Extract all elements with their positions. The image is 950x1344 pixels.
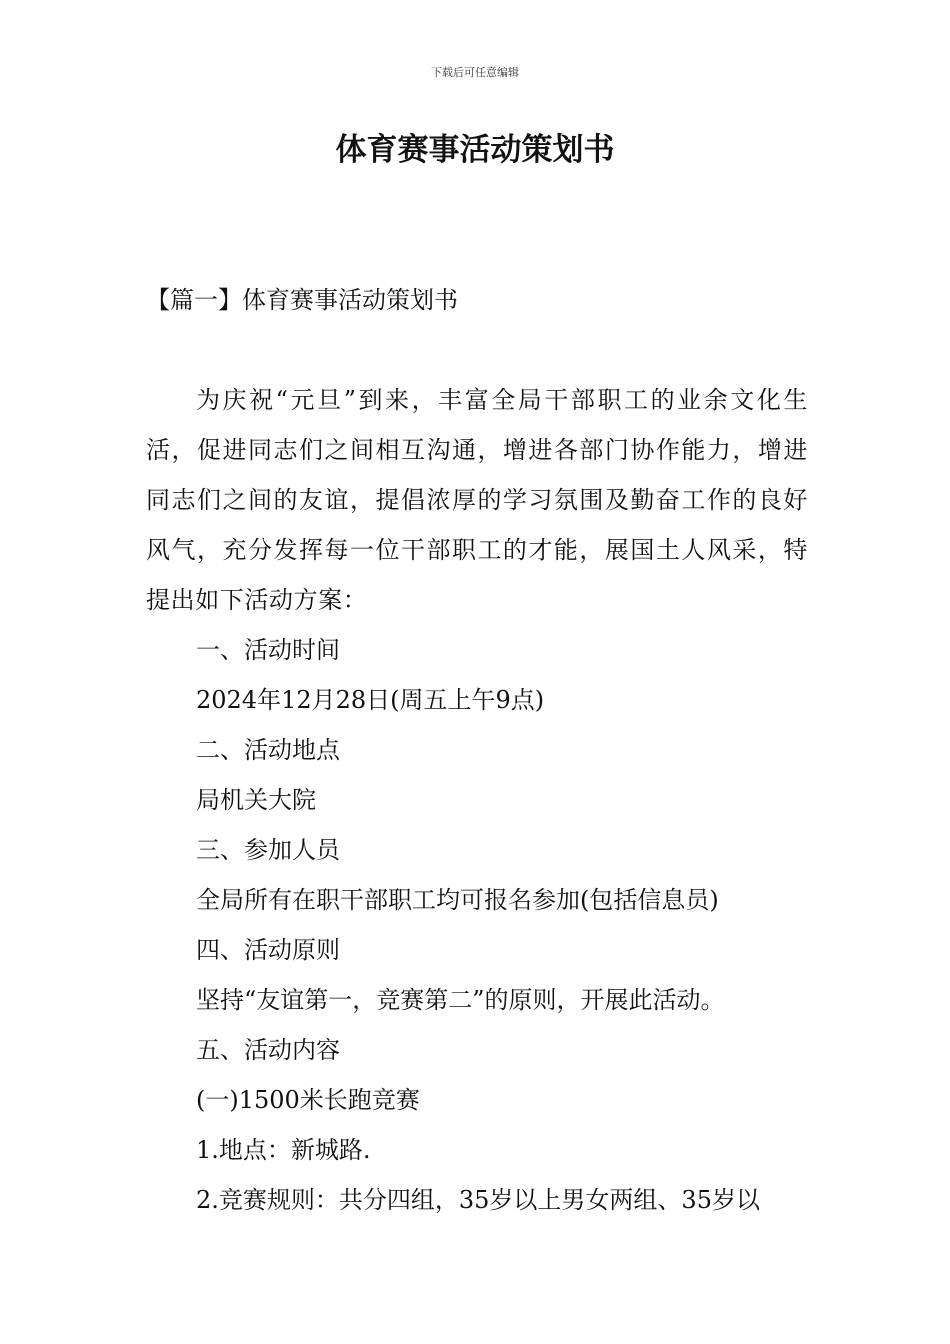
document-title: 体育赛事活动策划书 (335, 132, 615, 168)
race-location: 1.地点：新城路. (196, 1136, 371, 1164)
heading-activity-location: 二、活动地点 (196, 736, 340, 764)
heading-activity-content: 五、活动内容 (196, 1036, 340, 1064)
principle-value: 坚持“友谊第一，竞赛第二”的原则，开展此活动。 (196, 986, 725, 1014)
participants-value: 全局所有在职干部职工均可报名参加(包括信息员) (196, 886, 719, 914)
intro-paragraph: 为庆祝“元旦”到来，丰富全局干部职工的业余文化生活，促进同志们之间相互沟通，增进各部门协作能力，增进同志们之间的友谊，提倡浓厚的学习氛围及勤奋工作的良好风气，充分发挥每一位干部职工的才能，展国土人风采，特提出如下活动方案： (146, 386, 808, 614)
heading-principle: 四、活动原则 (196, 936, 340, 964)
content-lines (146, 625, 808, 1225)
section-heading: 【篇一】体育赛事活动策划书 (146, 286, 458, 314)
activity-location-value: 局机关大院 (196, 786, 316, 814)
heading-activity-time: 一、活动时间 (196, 636, 340, 664)
heading-participants: 三、参加人员 (196, 836, 340, 864)
race-rules: 2.竞赛规则：共分四组，35岁以上男女两组、35岁以 (196, 1186, 760, 1214)
activity-time-value: 2024年12月28日(周五上午9点) (196, 686, 545, 714)
page-header-note: 下载后可任意编辑 (431, 66, 519, 79)
subheading-1500m-race: (一)1500米长跑竞赛 (196, 1086, 420, 1114)
